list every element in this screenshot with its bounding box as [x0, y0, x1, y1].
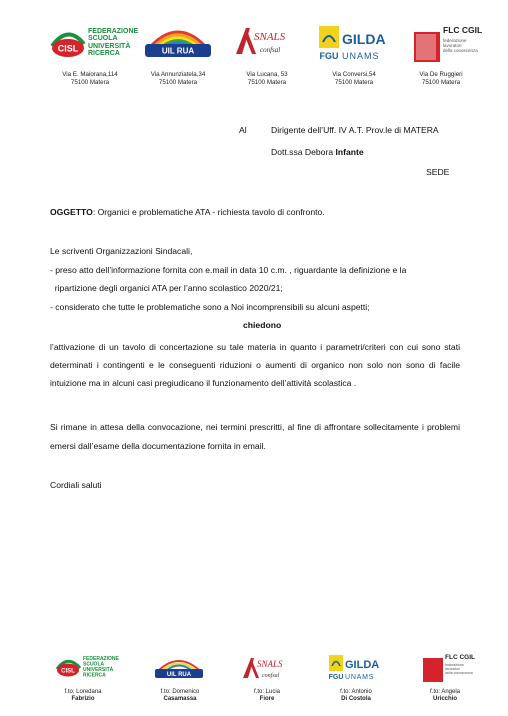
- signature-2: f.to: Domenico Casamassa: [160, 689, 200, 702]
- svg-text:FEDERAZIONE: FEDERAZIONE: [83, 656, 119, 662]
- signature-3: f.to: Lucia Fiore: [253, 689, 280, 702]
- uil-logo: [143, 22, 213, 64]
- cisl-line-3: UNIVERSITÀ: [88, 42, 131, 50]
- svg-text:CISL: CISL: [61, 668, 75, 675]
- recipient-line-3: SEDE: [426, 167, 450, 177]
- recipient-line-2: [271, 147, 364, 157]
- point-1b: ripartizione degli organici ATA per l’anno scolastico 2020/21;: [50, 283, 283, 293]
- snals-brand: SNALS: [254, 31, 286, 43]
- signature-1: f.to: Loredana Fabrizio: [64, 689, 102, 702]
- gilda-logo-mark: [317, 22, 397, 64]
- signature-4: f.to: Antonio Di Costola: [340, 689, 372, 702]
- gilda-brand: GILDA: [342, 31, 386, 47]
- svg-text:della conoscenza: della conoscenza: [445, 671, 473, 675]
- closing: Cordiali saluti: [50, 480, 102, 490]
- svg-text:FLC CGIL: FLC CGIL: [445, 654, 475, 661]
- svg-text:UNAMS: UNAMS: [345, 674, 375, 681]
- snals-logo-footer: [240, 655, 296, 681]
- snals-logo: [232, 24, 302, 60]
- cisl-logo-footer: [56, 653, 120, 681]
- recipient-prefix: Al: [239, 125, 247, 135]
- address-uil: Via Annunziatela,34 75100 Matera: [150, 71, 206, 86]
- cisl-line-4: RICERCA: [88, 50, 120, 58]
- flc-logo-mark: [412, 22, 483, 64]
- point-2: - considerato che tutte le problematiche sono a Noi incomprensibili su alcuni aspetti;: [50, 302, 370, 312]
- uil-logo-footer: [153, 655, 205, 681]
- uil-logo-mark: [143, 22, 213, 64]
- address-cisl: Via E. Maiorana,114 75100 Matera: [62, 71, 118, 86]
- signature-5: f.to: Angela Uricchio: [429, 689, 461, 702]
- subject-text: : Organici e problematiche ATA - richiesta tavolo di confronto.: [92, 207, 325, 217]
- recipient-line-1: Dirigente dell’Uff. IV A.T. Prov.le di MATERA: [271, 125, 439, 135]
- intro: Le scriventi Organizzazioni Sindacali,: [50, 246, 193, 256]
- snals-logo-mark: [232, 24, 302, 60]
- cisl-line-1: FEDERAZIONE: [88, 28, 139, 35]
- gilda-tag: FGU: [319, 51, 339, 61]
- cisl-logo: [50, 22, 139, 64]
- svg-text:GILDA: GILDA: [345, 659, 380, 671]
- snals-sub: confsal: [260, 46, 281, 54]
- gilda-logo: [317, 22, 397, 64]
- flc-cgil-logo: [412, 22, 483, 64]
- recipient-surname: Infante: [335, 147, 364, 157]
- svg-text:UNIVERSITÀ: UNIVERSITÀ: [83, 667, 114, 673]
- svg-text:RICERCA: RICERCA: [83, 672, 106, 679]
- svg-text:UIL RUA: UIL RUA: [166, 672, 192, 678]
- flc-cgil-logo-footer: [421, 650, 475, 684]
- address-flc: Via De Ruggieri 75100 Matera: [419, 71, 463, 86]
- svg-text:SNALS: SNALS: [257, 659, 283, 669]
- subject-label: OGGETTO: [50, 207, 93, 217]
- uil-brand: UIL RUA: [161, 46, 195, 56]
- svg-text:federazione: federazione: [445, 663, 464, 667]
- svg-text:confsal: confsal: [262, 673, 280, 679]
- point-1a: - preso atto dell’informazione fornita con e.mail in data 10 c.m. , riguardante la definizione e la: [50, 265, 407, 275]
- address-snals: Via Lucana, 53 75100 Matera: [246, 71, 288, 86]
- cisl-brand: CISL: [57, 43, 79, 54]
- paragraph-1: l’attivazione di un tavolo di concertazione su tale materia in quanto i parametri/criteri con cui sono stati determinati i contingenti e le conseguenti riduzioni o aumenti di organico non solo non sono di facile intuizione ma in alcuni casi pregiudicano il funzionamento dell’attività scolastica .: [50, 342, 460, 388]
- uil-footer-mark: [153, 655, 205, 681]
- subject: [50, 205, 325, 220]
- cisl-footer-mark: [56, 653, 120, 681]
- paragraph-2: Si rimane in attesa della convocazione, nei termini prescritti, al fine di affrontare sollecitamente i problemi emersi dall’esame della documentazione fornita in email.: [50, 422, 460, 451]
- cisl-line-2: SCUOLA: [88, 35, 118, 43]
- flc-line-3: della conoscenza: [443, 48, 478, 53]
- gilda-logo-footer: [327, 652, 385, 682]
- snals-footer-mark: [240, 655, 296, 681]
- svg-text:lavoratori: lavoratori: [445, 667, 460, 671]
- flc-footer-mark: [421, 650, 475, 684]
- request-verb: chiedono: [243, 320, 282, 330]
- flc-line-1: federazione: [443, 38, 467, 43]
- svg-text:SCUOLA: SCUOLA: [83, 661, 105, 668]
- svg-text:FGU: FGU: [328, 674, 344, 681]
- flc-line-2: lavoratori: [443, 43, 462, 48]
- recipient-title: Dott.ssa Debora: [271, 147, 336, 157]
- gilda-footer-mark: [327, 652, 385, 682]
- gilda-sub: UNAMS: [342, 51, 380, 61]
- flc-brand: FLC CGIL: [443, 25, 483, 35]
- address-gilda: Via Conversi,54 75100 Matera: [332, 71, 376, 86]
